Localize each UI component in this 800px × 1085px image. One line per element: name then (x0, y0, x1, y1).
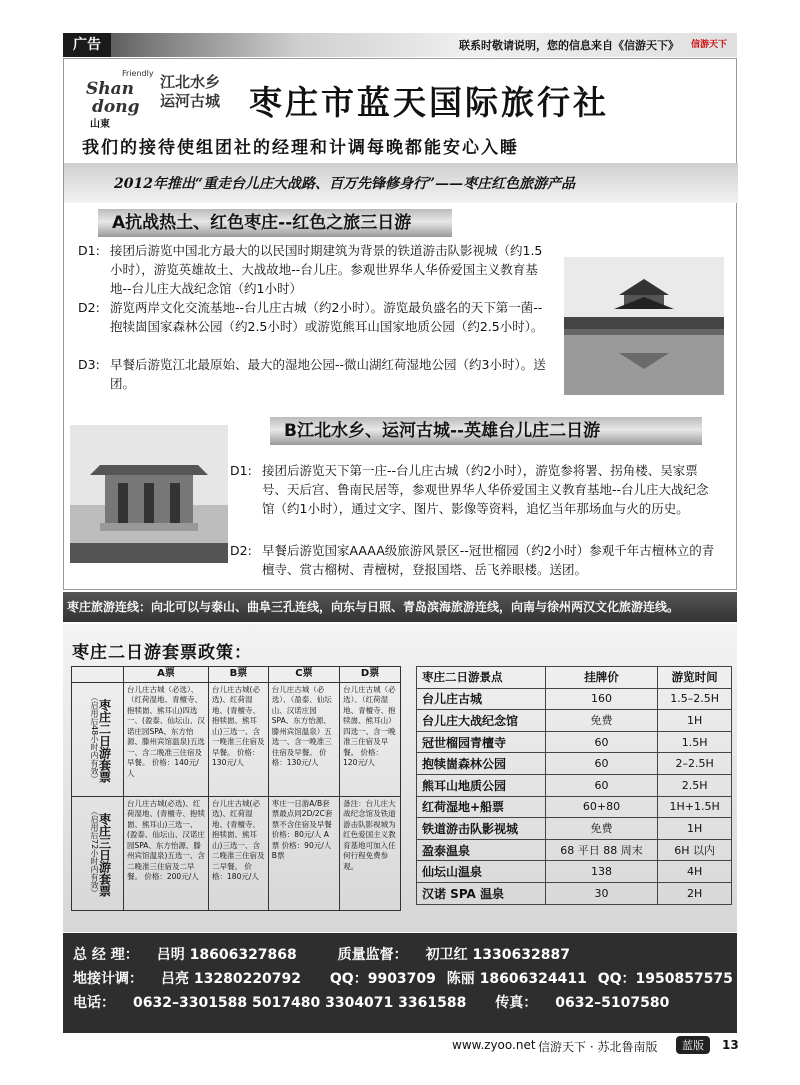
agency-name: 枣庄市蓝天国际旅行社 (249, 83, 609, 122)
scenic-spot-table (416, 666, 732, 905)
policy-title: 枣庄二日游套票政策： (72, 643, 252, 663)
ad-frame (63, 58, 737, 590)
tour-a-day1: D1: 接团后游览中国北方最大的以民国时期建筑为背景的铁道游击队影视城（约1.5小时），游览英雄故土、大战故地--台儿庄。参观世界华人华侨爱国主义教育基地--台儿庄大战纪念馆（约1小时） (78, 243, 543, 296)
top-banner (63, 33, 737, 57)
col-b: B票 (209, 667, 269, 683)
campaign-banner: 2012年推出“重走台儿庄大战路、百万先锋修身行”——枣庄红色旅游产品 (64, 163, 738, 203)
slogan: 江北水乡 运河古城 (160, 73, 221, 110)
col-a: A票 (124, 667, 209, 683)
table-row: 台儿庄大战纪念馆 免费 1H (417, 710, 732, 732)
magazine-name: 信游天下 · 苏北鲁南版 (538, 1040, 658, 1054)
contact-line-3: 电话： 0632–3301588 5017480 3304071 3361588 传真： 0632–5107580 (73, 995, 670, 1011)
table-header-row: 枣庄二日游景点 挂牌价 游览时间 (417, 667, 732, 689)
contact-line-2: 地接计调： 吕亮 13280220792 QQ：9903709 陈丽 18606324411 QQ：1950857575 (73, 971, 733, 987)
ticket-policy-section (63, 624, 737, 932)
tour-b-title: B江北水乡、运河古城--英雄台儿庄二日游 (270, 417, 702, 445)
palace-tower-photo (564, 257, 724, 395)
contact-panel (63, 933, 737, 1033)
motto: 我们的接待使组团社的经理和计调每晚都能安心入睡 (82, 138, 519, 158)
table-row: 台儿庄古城 160 1.5–2.5H (417, 688, 732, 710)
table-header-row (72, 667, 401, 683)
routes-banner: 枣庄旅游连线：向北可以与泰山、曲阜三孔连线，向东与日照、青岛滨海旅游连线，向南与徐州两汉文化旅游连线。 (63, 592, 737, 622)
table-row: 熊耳山地质公园 60 2.5H (417, 774, 732, 796)
contact-notice: 联系时敬请说明，您的信息来自《信游天下》 (459, 39, 679, 52)
ad-label: 广告 (63, 33, 111, 57)
table-row: （启用后48小时内有效）枣庄二日游套票 台儿庄古城（必选）、（红荷湿地、青檀寺、抱犊崮、熊耳山)四选一、(盈泰、仙坛山、汉诺庄园SPA、东方怡源、滕州宾馆温泉)五选一、含二晚准三住宿及早餐。 价格：140元/人 台儿庄古城(必选)、红荷湿地、(青檀寺、抱犊崮、熊耳山)三选一、含一晚准三住宿及早餐。 价格：130元/人 台儿庄古城（必选）、（盈泰、仙坛山、汉诺庄园SPA、东方怡源、滕州宾馆温泉）五选一、含一晚准三住宿及早餐。 价格：130元/人 台儿庄古城（必选）、（红荷湿地、青檀寺、抱犊崮、熊耳山）四选一、含一晚准三住宿及早餐。 价格：120元/人 (72, 682, 401, 796)
col-d: D票 (340, 667, 401, 683)
website-url: www.zyoo.net (452, 1038, 536, 1052)
tour-a-day3: D3: 早餐后游览江北最原始、最大的湿地公园--微山湖红荷湿地公园（约3小时）。送团。 (78, 357, 546, 391)
tour-b-day2: D2: 早餐后游览国家AAAA级旅游风景区--冠世榴园（约2小时）参观千年古檀林立的青檀寺、赏古榴树、青檀树，登报国塔、岳飞养眼楼。送团。 (230, 543, 715, 577)
tour-a-day2: D2: 游览两岸文化交流基地--台儿庄古城（约2小时）。游览最负盛名的天下第一菌--抱犊崮国家森林公园（约2.5小时）或游览熊耳山国家地质公园（约2.5小时）。 (78, 300, 544, 334)
memorial-hall-photo (70, 425, 228, 563)
shandong-logo: Friendly Shan dong 山東 (86, 69, 154, 130)
table-row: 冠世榴园青檀寺 60 1.5H (417, 731, 732, 753)
ticket-package-table (71, 666, 401, 911)
page-footer (440, 1035, 740, 1053)
tour-a-title: A抗战热土、红色枣庄--红色之旅三日游 (98, 209, 452, 237)
table-row: 铁道游击队影视城 免费 1H (417, 818, 732, 840)
table-row: 抱犊崮森林公园 60 2–2.5H (417, 753, 732, 775)
table-row: （启用后72小时内有效）枣庄三日游套票 台儿庄古城(必选)、红荷湿地、(青檀寺、抱犊崮、熊耳山)三选一、(盈泰、仙坛山、汉诺庄园SPA、东方怡源、滕州宾馆温泉)五选一、含二晚准三住宿及二早餐。 价格：200元/人 台儿庄古城(必选)、红荷湿地、(青檀寺、抱犊崮、熊耳山)三选一、含二晚准三住宿及二早餐。 价格：180元/人 枣庄一日游A/B套票最点同2D/2C套票不含住宿及早餐 价格：80元/人 A票 价格：90元/人 B票 备注：台儿庄大战纪念馆及铁道游击队影视城为红色爱国主义教育基地可加入任何行程免费参观。 (72, 796, 401, 910)
table-row: 汉诺 SPA 温泉 30 2H (417, 882, 732, 904)
page-number: 13 (722, 1038, 739, 1052)
table-row: 盈泰温泉 68 平日 88 周末 6H 以内 (417, 839, 732, 861)
edition-badge: 蓝版 (676, 1036, 710, 1054)
table-row: 仙坛山温泉 138 4H (417, 861, 732, 883)
contact-line-1: 总 经 理： 吕明 18606327868 质量监督： 初卫红 1330632887 (73, 947, 570, 963)
tour-b-day1: D1: 接团后游览天下第一庄--台儿庄古城（约2小时），游览参将署、拐角楼、吴家票号、天后宫、鲁南民居等，参观世界华人华侨爱国主义教育基地--台儿庄大战纪念馆（约1小时），通过文字、图片、影像等资料，追忆当年那场血与火的历史。 (230, 463, 709, 516)
magazine-logo: 信游天下 (690, 40, 727, 50)
table-row: 红荷湿地+船票 60+80 1H+1.5H (417, 796, 732, 818)
col-c: C票 (268, 667, 339, 683)
